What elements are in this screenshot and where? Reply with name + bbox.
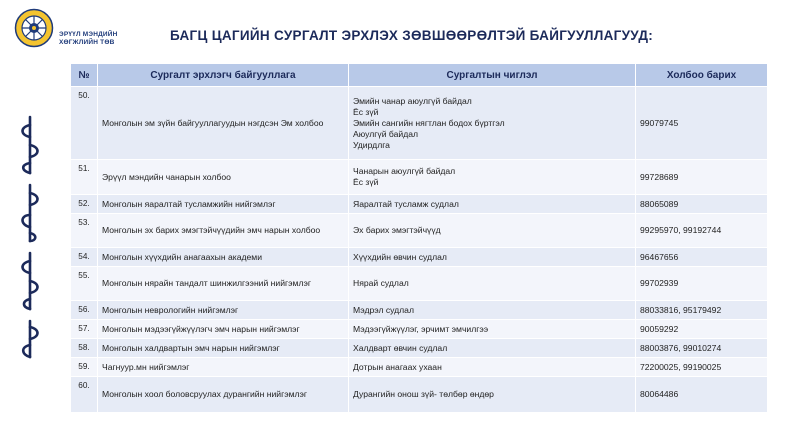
table-row bbox=[71, 195, 768, 214]
table-row bbox=[71, 339, 768, 358]
contact-phone: 80064486 bbox=[636, 377, 768, 413]
row-number: 50. bbox=[71, 87, 98, 160]
row-number: 52. bbox=[71, 195, 98, 214]
table-row bbox=[71, 267, 768, 301]
table-row bbox=[71, 358, 768, 377]
organization-name: Монголын хүүхдийн анагаахын академи bbox=[98, 248, 349, 267]
training-areas: Хүүхдийн өвчин судлал bbox=[349, 248, 636, 267]
table-row bbox=[71, 248, 768, 267]
training-areas: Халдварт өвчин судлал bbox=[349, 339, 636, 358]
column-header-training-area: Сургалтын чиглэл bbox=[349, 64, 636, 87]
table-row bbox=[71, 160, 768, 195]
organization-name: Монголын халдвартын эмч нарын нийгэмлэг bbox=[98, 339, 349, 358]
training-areas: Мэдээгүйжүүлэг, эрчимт эмчилгээ bbox=[349, 320, 636, 339]
organization-name: Монголын эм зүйн байгууллагуудын нэгдсэн Эм холбоо bbox=[98, 87, 349, 160]
row-number: 57. bbox=[71, 320, 98, 339]
contact-phone: 72200025, 99190025 bbox=[636, 358, 768, 377]
training-areas: Эх барих эмэгтэйчүүд bbox=[349, 214, 636, 248]
row-number: 55. bbox=[71, 267, 98, 301]
row-number: 51. bbox=[71, 160, 98, 195]
org-name: ЭРҮҮЛ МЭНДИЙН ХӨГЖЛИЙН ТӨВ bbox=[59, 31, 118, 46]
emdt-logo bbox=[14, 8, 54, 48]
contact-phone: 99295970, 99192744 bbox=[636, 214, 768, 248]
table-row bbox=[71, 87, 768, 160]
contact-phone: 88003876, 99010274 bbox=[636, 339, 768, 358]
organization-name: Монголын нярайн тандалт шинжилгээний нийгэмлэг bbox=[98, 267, 349, 301]
mongolian-script-title bbox=[14, 115, 46, 360]
training-areas: Мэдрэл судлал bbox=[349, 301, 636, 320]
contact-phone: 99728689 bbox=[636, 160, 768, 195]
contact-phone: 99079745 bbox=[636, 87, 768, 160]
organization-name: Чагнуур.мн нийгэмлэг bbox=[98, 358, 349, 377]
training-areas: Дурангийн онош зүй- төлбөр өндөр bbox=[349, 377, 636, 413]
page-title: БАГЦ ЦАГИЙН СУРГАЛТ ЭРХЛЭХ ЗӨВШӨӨРӨЛТЭЙ БАЙГУУЛЛАГУУД: bbox=[170, 28, 654, 43]
table-row bbox=[71, 301, 768, 320]
row-number: 53. bbox=[71, 214, 98, 248]
column-header-organization: Сургалт эрхлэгч байгууллага bbox=[98, 64, 349, 87]
table-row bbox=[71, 320, 768, 339]
training-areas: Чанарын аюулгүй байдал Ёс зүй bbox=[349, 160, 636, 195]
organization-name: Монголын мэдээгүйжүүлэгч эмч нарын нийгэмлэг bbox=[98, 320, 349, 339]
organization-name: Эрүүл мэндийн чанарын холбоо bbox=[98, 160, 349, 195]
column-header-contact: Холбоо барих bbox=[636, 64, 768, 87]
table-header-row bbox=[71, 64, 768, 87]
contact-phone: 96467656 bbox=[636, 248, 768, 267]
row-number: 58. bbox=[71, 339, 98, 358]
contact-phone: 88065089 bbox=[636, 195, 768, 214]
organizations-table bbox=[70, 63, 767, 413]
organization-name: Монголын хоол боловсруулах дурангийн нийгэмлэг bbox=[98, 377, 349, 413]
column-header-number: № bbox=[71, 64, 98, 87]
training-areas: Нярай судлал bbox=[349, 267, 636, 301]
row-number: 56. bbox=[71, 301, 98, 320]
contact-phone: 88033816, 95179492 bbox=[636, 301, 768, 320]
table-row bbox=[71, 214, 768, 248]
organization-name: Монголын неврологийн нийгэмлэг bbox=[98, 301, 349, 320]
contact-phone: 99702939 bbox=[636, 267, 768, 301]
training-areas: Яаралтай тусламж судлал bbox=[349, 195, 636, 214]
organization-name: Монголын яаралтай тусламжийн нийгэмлэг bbox=[98, 195, 349, 214]
training-areas: Дотрын анагаах ухаан bbox=[349, 358, 636, 377]
training-areas: Эмийн чанар аюулгүй байдал Ёс зүй Эмийн сангийн нягтлан бодох бүртгэл Аюулгүй байдал Удирдлга bbox=[349, 87, 636, 160]
row-number: 54. bbox=[71, 248, 98, 267]
contact-phone: 90059292 bbox=[636, 320, 768, 339]
table-row bbox=[71, 377, 768, 413]
row-number: 59. bbox=[71, 358, 98, 377]
organization-name: Монголын эх барих эмэгтэйчүүдийн эмч нарын холбоо bbox=[98, 214, 349, 248]
row-number: 60. bbox=[71, 377, 98, 413]
